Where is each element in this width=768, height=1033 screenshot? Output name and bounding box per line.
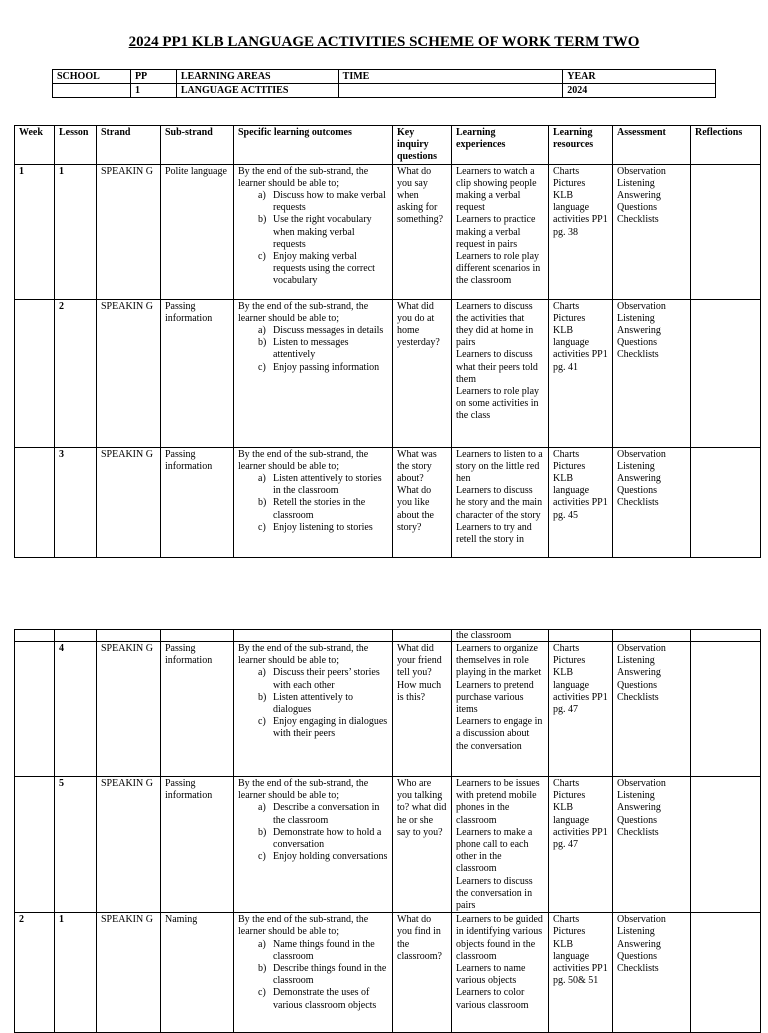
experience-item: Learners to name various objects: [456, 963, 526, 987]
lesson-cell: 4: [55, 642, 97, 777]
experience-item: Learners to discuss the activities that they did at home in pairs: [456, 300, 534, 349]
assessment-cell: [613, 642, 691, 777]
outcome-marker: a): [258, 667, 266, 679]
experience-item: Learners to make a phone call to each other in the classroom: [456, 826, 533, 875]
header-experiences: Learning experiences: [452, 126, 549, 165]
questions-cell: What do you find in the classroom?: [393, 913, 452, 1033]
experience-item: Learners to pretend purchase various items: [456, 679, 534, 716]
resource-item: Charts: [553, 914, 580, 926]
outcome-text: Discuss how to make verbal requests: [273, 190, 386, 214]
outcomes-intro: By the end of the sub-strand, the learner should be able to;: [238, 778, 369, 802]
outcome-text: Enjoy engaging in dialogues with their peers: [273, 716, 388, 740]
assessment-item: Checklists: [617, 691, 659, 703]
experience-item: Learners to try and retell the story in: [456, 521, 532, 546]
outcome-text: Retell the stories in the classroom: [273, 497, 366, 521]
outcome-marker: b): [258, 214, 267, 226]
assessment-item: Listening: [617, 312, 655, 324]
reflections-cell: [691, 913, 761, 1033]
year-value: 2024: [563, 84, 716, 98]
experience-item: Learners to organize themselves in role playing in the market: [456, 643, 542, 679]
assessment-cell: [613, 447, 691, 557]
assessment-item: Answering: [617, 473, 661, 485]
header-reflections: Reflections: [691, 126, 761, 165]
resource-item: Charts: [553, 448, 580, 460]
outcome-text: Listen attentively to dialogues: [273, 691, 353, 716]
outcome-marker: b): [258, 497, 267, 509]
assessment-item: Observation: [617, 914, 666, 926]
assessment-item: Answering: [617, 938, 661, 950]
learning-areas-value: LANGUAGE ACTITIES: [176, 84, 338, 98]
assessment-item: Answering: [617, 325, 661, 337]
assessment-item: Listening: [617, 926, 655, 938]
strand-cell: SPEAKIN G: [97, 164, 161, 299]
outcome-marker: c): [258, 716, 266, 728]
table-row: [15, 164, 761, 299]
resource-item: Charts: [553, 778, 580, 789]
substrand-cell: Naming: [161, 913, 234, 1033]
document-title: 2024 PP1 KLB LANGUAGE ACTIVITIES SCHEME OF WORK TERM TWO: [128, 34, 640, 50]
outcomes-cell: [234, 299, 393, 447]
assessment-item: Checklists: [617, 214, 659, 226]
header-outcomes: Specific learning outcomes: [234, 126, 393, 165]
substrand-cell: Passing information: [161, 447, 234, 557]
resources-cell: [549, 913, 613, 1033]
week-cell: [15, 777, 55, 913]
assessment-item: Questions: [617, 202, 657, 214]
outcome-item: [258, 802, 388, 826]
outcome-marker: c): [258, 521, 266, 533]
lesson-cell: 3: [55, 447, 97, 557]
resource-item: KLB language activities PP1 pg. 47: [553, 667, 608, 716]
outcome-item: [258, 214, 388, 251]
outcome-item: [258, 473, 388, 497]
experience-item: Learners to practice making a verbal request in pairs: [456, 214, 536, 250]
resource-item: Pictures: [553, 926, 586, 938]
experiences-cell: [452, 913, 549, 1033]
assessment-item: Questions: [617, 485, 657, 497]
outcome-text: Discuss their peers’ stories with each other: [273, 667, 380, 691]
outcome-item: [258, 337, 388, 361]
lesson-cell: 2: [55, 299, 97, 447]
pp-value: 1: [130, 84, 176, 98]
outcome-item: [258, 251, 388, 288]
outcome-marker: c): [258, 987, 266, 999]
outcomes-list: [238, 802, 388, 863]
continuation-row: [15, 630, 761, 642]
outcome-text: Enjoy making verbal requests using the correct vocabulary: [273, 251, 375, 287]
outcomes-intro: By the end of the sub-strand, the learner should be able to;: [238, 914, 369, 938]
experiences-cell: [452, 777, 549, 913]
table-row: [15, 447, 761, 557]
outcome-item: [258, 325, 388, 337]
school-value: [53, 84, 131, 98]
header-week: Week: [15, 126, 55, 165]
resource-item: Charts: [553, 165, 580, 177]
resource-item: Pictures: [553, 790, 586, 802]
questions-cell: What do you say when asking for something?: [393, 164, 452, 299]
outcomes-cell: [234, 642, 393, 777]
outcome-item: [258, 667, 388, 691]
assessment-item: Observation: [617, 165, 666, 177]
reflections-cell: [691, 299, 761, 447]
reflections-cell: [691, 447, 761, 557]
outcome-item: [258, 826, 388, 851]
reflections-cell: [691, 642, 761, 777]
time-value: [338, 84, 563, 98]
header-resources: Learning resources: [549, 126, 613, 165]
experience-item: Learners to discuss what their peers told them: [456, 349, 538, 385]
header-assessment: Assessment: [613, 126, 691, 165]
scheme-table-page-2: [14, 629, 761, 1033]
outcome-item: [258, 190, 388, 214]
outcome-text: Demonstrate the uses of various classroom objects: [273, 987, 377, 1011]
outcome-marker: a): [258, 938, 266, 950]
week-cell: [15, 447, 55, 557]
table-row: [15, 642, 761, 777]
strand-cell: SPEAKIN G: [97, 299, 161, 447]
outcomes-list: [238, 325, 388, 374]
outcomes-list: [238, 667, 388, 740]
week-cell: [15, 642, 55, 777]
strand-cell: SPEAKIN G: [97, 913, 161, 1033]
reflections-cell: [691, 777, 761, 913]
outcome-text: Listen to messages attentively: [273, 337, 349, 361]
outcome-marker: b): [258, 337, 267, 349]
lesson-cell: 5: [55, 777, 97, 913]
outcome-text: Enjoy listening to stories: [273, 521, 373, 533]
resource-item: Charts: [553, 643, 580, 654]
outcome-text: Name things found in the classroom: [273, 938, 375, 962]
questions-cell: What did your friend tell you? How much is this?: [393, 642, 452, 777]
assessment-item: Questions: [617, 950, 657, 962]
strand-cell: SPEAKIN G: [97, 447, 161, 557]
experience-item: Learners to discuss he story and the main character of the story: [456, 485, 543, 521]
experience-item: Learners to role play on some activities in the class: [456, 386, 540, 422]
experience-item: Learners to discuss the conversation in pairs: [456, 875, 533, 912]
outcome-marker: c): [258, 851, 266, 863]
substrand-cell: Polite language: [161, 164, 234, 299]
experiences-cell: [452, 299, 549, 447]
assessment-cell: [613, 913, 691, 1033]
lesson-cell: 1: [55, 913, 97, 1033]
table-row: [15, 299, 761, 447]
resources-cell: [549, 164, 613, 299]
school-info-table: [52, 69, 716, 98]
assessment-item: Listening: [617, 460, 655, 472]
year-label: YEAR: [563, 70, 716, 84]
outcomes-intro: By the end of the sub-strand, the learner should be able to;: [238, 165, 369, 189]
outcome-text: Use the right vocabulary when making verbal requests: [273, 214, 372, 250]
questions-cell: What was the story about? What do you like about the story?: [393, 447, 452, 557]
outcome-text: Describe a conversation in the classroom: [273, 802, 380, 826]
resource-item: KLB language activities PP1 pg. 45: [553, 473, 608, 521]
outcome-text: Listen attentively to stories in the classroom: [273, 473, 382, 497]
scheme-table-page-1: [14, 125, 761, 558]
assessment-item: Listening: [617, 790, 655, 802]
pp-label: PP: [130, 70, 176, 84]
outcome-marker: b): [258, 826, 267, 838]
outcome-item: [258, 716, 388, 740]
resources-cell: [549, 642, 613, 777]
header-strand: Strand: [97, 126, 161, 165]
outcomes-cell: [234, 447, 393, 557]
outcomes-cell: [234, 777, 393, 913]
lesson-cell: 1: [55, 164, 97, 299]
outcome-text: Demonstrate how to hold a conversation: [273, 826, 382, 851]
questions-cell: What did you do at home yesterday?: [393, 299, 452, 447]
header-substrand: Sub-strand: [161, 126, 234, 165]
outcome-marker: a): [258, 473, 266, 485]
outcomes-intro: By the end of the sub-strand, the learner should be able to;: [238, 643, 369, 667]
assessment-item: Answering: [617, 802, 661, 814]
assessment-item: Checklists: [617, 349, 659, 361]
header-lesson: Lesson: [55, 126, 97, 165]
assessment-item: Observation: [617, 643, 666, 654]
table-row: [15, 913, 761, 1033]
resource-item: Pictures: [553, 655, 586, 667]
outcome-item: [258, 987, 388, 1011]
outcome-text: Enjoy holding conversations: [273, 851, 388, 863]
outcomes-list: [238, 190, 388, 288]
resource-item: KLB language activities PP1 pg. 50& 51: [553, 938, 608, 987]
assessment-item: Answering: [617, 667, 661, 679]
outcome-marker: b): [258, 691, 267, 703]
experiences-cell: [452, 447, 549, 557]
week-cell: [15, 299, 55, 447]
assessment-cell: [613, 299, 691, 447]
experience-item: Learners to engage in a discussion about the conversation: [456, 716, 543, 752]
outcome-marker: c): [258, 251, 266, 263]
outcomes-list: [238, 939, 388, 1012]
reflections-cell: [691, 164, 761, 299]
resources-cell: [549, 299, 613, 447]
outcome-item: [258, 691, 388, 716]
time-label: TIME: [338, 70, 563, 84]
assessment-item: Checklists: [617, 497, 659, 509]
assessment-item: Questions: [617, 337, 657, 349]
resource-item: Pictures: [553, 177, 586, 189]
questions-cell: Who are you talking to? what did he or she say to you?: [393, 777, 452, 913]
assessment-item: Answering: [617, 190, 661, 202]
outcome-marker: b): [258, 963, 267, 975]
outcome-marker: a): [258, 802, 266, 814]
outcomes-cell: [234, 164, 393, 299]
experience-item: Learners to color various classroom: [456, 987, 529, 1011]
experiences-cell: [452, 642, 549, 777]
outcome-marker: c): [258, 361, 266, 373]
assessment-item: Observation: [617, 300, 666, 312]
resources-cell: [549, 447, 613, 557]
header-questions: Key inquiry questions: [393, 126, 452, 165]
experience-item: Learners to be guided in identifying various objects found in the classroom: [456, 914, 543, 962]
week-cell: 2: [15, 913, 55, 1033]
experience-item: Learners to role play different scenarios in the classroom: [456, 251, 541, 287]
outcomes-cell: [234, 913, 393, 1033]
resource-item: Charts: [553, 300, 580, 312]
experiences-cell: [452, 164, 549, 299]
resource-item: Pictures: [553, 460, 586, 472]
outcome-item: [258, 361, 388, 374]
learning-areas-label: LEARNING AREAS: [176, 70, 338, 84]
outcomes-intro: By the end of the sub-strand, the learner should be able to;: [238, 300, 369, 324]
outcome-text: Describe things found in the classroom: [273, 963, 387, 987]
strand-cell: SPEAKIN G: [97, 642, 161, 777]
assessment-item: Questions: [617, 814, 657, 826]
assessment-cell: [613, 164, 691, 299]
assessment-item: Listening: [617, 177, 655, 189]
assessment-item: Observation: [617, 778, 666, 789]
outcome-item: [258, 963, 388, 987]
outcome-item: [258, 851, 388, 863]
outcome-marker: a): [258, 325, 266, 337]
outcomes-intro: By the end of the sub-strand, the learner should be able to;: [238, 448, 369, 472]
substrand-cell: Passing information: [161, 642, 234, 777]
table-row: [15, 777, 761, 913]
assessment-item: Listening: [617, 655, 655, 667]
experience-item: Learners to be issues with pretend mobile phones in the classroom: [456, 778, 540, 826]
outcome-item: [258, 497, 388, 521]
experience-item: Learners to listen to a story on the little red hen: [456, 448, 543, 485]
resource-item: KLB language activities PP1 pg. 41: [553, 325, 608, 373]
outcome-marker: a): [258, 190, 266, 202]
assessment-item: Checklists: [617, 826, 659, 838]
assessment-item: Checklists: [617, 963, 659, 975]
assessment-item: Observation: [617, 448, 666, 460]
experience-item: Learners to watch a clip showing people making a verbal request: [456, 165, 537, 214]
outcome-item: [258, 521, 388, 534]
outcome-item: [258, 938, 388, 963]
outcome-text: Discuss messages in details: [273, 325, 384, 337]
continuation-text: the classroom: [452, 630, 549, 642]
resource-item: KLB language activities PP1 pg. 47: [553, 802, 608, 851]
assessment-item: Questions: [617, 679, 657, 691]
outcome-text: Enjoy passing information: [273, 361, 380, 373]
strand-cell: SPEAKIN G: [97, 777, 161, 913]
resource-item: KLB language activities PP1 pg. 38: [553, 190, 608, 238]
assessment-cell: [613, 777, 691, 913]
week-cell: 1: [15, 164, 55, 299]
resources-cell: [549, 777, 613, 913]
substrand-cell: Passing information: [161, 299, 234, 447]
outcomes-list: [238, 473, 388, 534]
resource-item: Pictures: [553, 312, 586, 324]
school-label: SCHOOL: [53, 70, 131, 84]
substrand-cell: Passing information: [161, 777, 234, 913]
